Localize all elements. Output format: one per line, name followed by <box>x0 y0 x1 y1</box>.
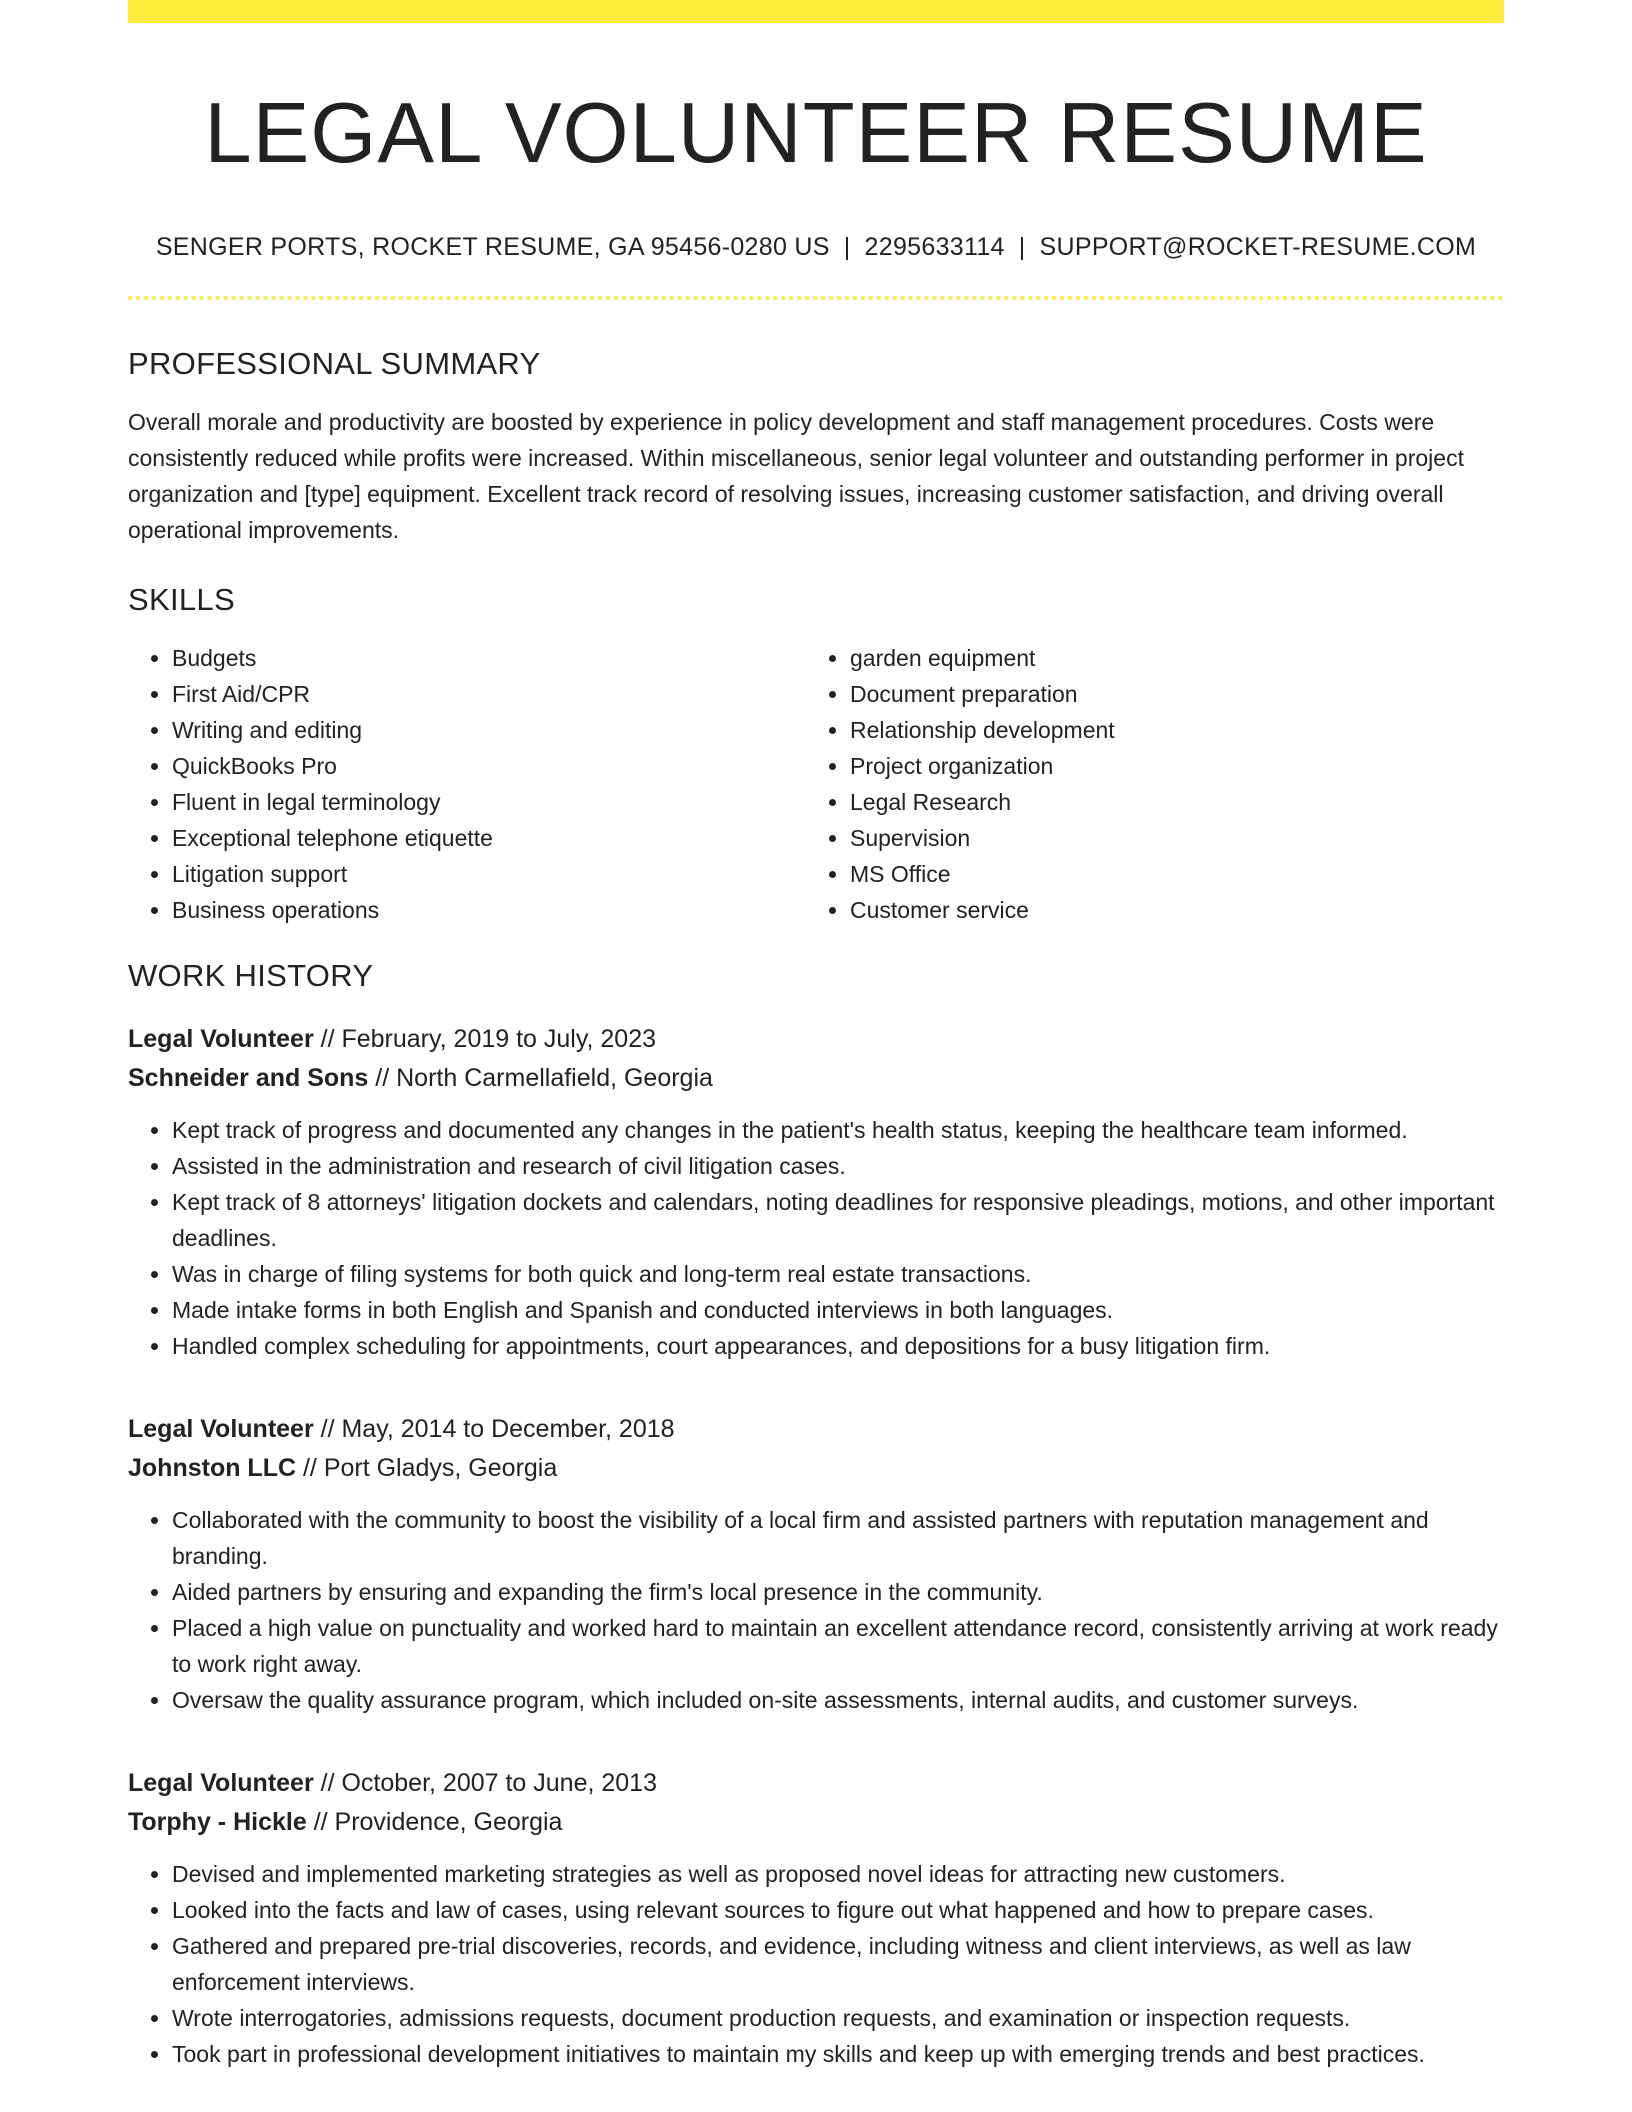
job-bullet: • Devised and implemented marketing strategies as well as proposed novel ideas for attracting new customers. <box>172 1856 1504 1892</box>
job-company-line <box>128 1059 1504 1098</box>
job-bullets <box>128 1112 1504 1364</box>
job-bullet: • Collaborated with the community to boost the visibility of a local firm and assisted partners with reputation management and branding. <box>172 1502 1504 1574</box>
skill-item: • Relationship development <box>850 712 1484 748</box>
job-location: // Port Gladys, Georgia <box>296 1453 558 1482</box>
job-company: Johnston LLC <box>128 1453 297 1482</box>
job-dates: // May, 2014 to December, 2018 <box>313 1414 675 1443</box>
job-bullet: • Took part in professional development initiatives to maintain my skills and keep up with emerging trends and best practices. <box>172 2036 1504 2072</box>
job-bullets <box>128 1502 1504 1718</box>
skill-item: • Project organization <box>850 748 1484 784</box>
job-title: Legal Volunteer <box>128 1024 314 1053</box>
job-bullet: • Placed a high value on punctuality and worked hard to maintain an excellent attendance record, consistently arriving at work ready to work right away. <box>172 1610 1504 1682</box>
skills-column-left <box>128 640 806 928</box>
skill-item: • Customer service <box>850 892 1484 928</box>
job-bullet: • Made intake forms in both English and Spanish and conducted interviews in both languages. <box>172 1292 1504 1328</box>
job-bullet: • Was in charge of filing systems for both quick and long-term real estate transactions. <box>172 1256 1504 1292</box>
job-location: // Providence, Georgia <box>306 1807 563 1836</box>
job-location: // North Carmellafield, Georgia <box>368 1063 713 1092</box>
job-title-line <box>128 1410 1504 1449</box>
job-title: Legal Volunteer <box>128 1768 314 1797</box>
job-bullet: • Kept track of progress and documented any changes in the patient's health status, keeping the healthcare team informed. <box>172 1112 1504 1148</box>
skills-column-right <box>806 640 1484 928</box>
job-title-line <box>128 1020 1504 1059</box>
job-title: Legal Volunteer <box>128 1414 314 1443</box>
job-entry <box>128 1410 1504 1718</box>
resume-page <box>128 0 1504 2072</box>
job-company-line <box>128 1803 1504 1842</box>
job-bullet: • Kept track of 8 attorneys' litigation dockets and calendars, noting deadlines for responsive pleadings, motions, and other important deadlines. <box>172 1184 1504 1256</box>
job-company: Schneider and Sons <box>128 1063 369 1092</box>
skill-item: • Writing and editing <box>172 712 806 748</box>
skill-item: • MS Office <box>850 856 1484 892</box>
skill-item: • Budgets <box>172 640 806 676</box>
summary-text: Overall morale and productivity are boosted by experience in policy development and staff management procedures. Costs were consistently reduced while profits were increased. Within miscellaneous, senior legal volunteer and outstanding performer in project organization and [type] equipment. Excellent track record of resolving issues, increasing customer satisfaction, and driving overall operational improvements. <box>128 408 1464 543</box>
job-bullets <box>128 1856 1504 2072</box>
contact-email[interactable]: SUPPORT@ROCKET-RESUME.COM <box>1039 232 1477 261</box>
skill-item: • garden equipment <box>850 640 1484 676</box>
contact-address: SENGER PORTS, ROCKET RESUME, GA 95456-0280 US <box>155 232 830 261</box>
summary-heading: PROFESSIONAL SUMMARY <box>128 345 541 381</box>
job-bullet: • Handled complex scheduling for appointments, court appearances, and depositions for a busy litigation firm. <box>172 1328 1504 1364</box>
skills-heading: SKILLS <box>128 581 235 617</box>
skill-item: • First Aid/CPR <box>172 676 806 712</box>
job-bullet: • Oversaw the quality assurance program, which included on-site assessments, internal audits, and customer surveys. <box>172 1682 1504 1718</box>
job-entry <box>128 1020 1504 1364</box>
contact-separator: | <box>843 232 851 261</box>
dotted-divider <box>128 296 1504 300</box>
skill-item: • Exceptional telephone etiquette <box>172 820 806 856</box>
job-dates: // February, 2019 to July, 2023 <box>313 1024 657 1053</box>
job-bullet: • Assisted in the administration and research of civil litigation cases. <box>172 1148 1504 1184</box>
skill-item: • Legal Research <box>850 784 1484 820</box>
contact-line <box>128 233 1504 262</box>
skill-item: • Supervision <box>850 820 1484 856</box>
job-company-line <box>128 1449 1504 1488</box>
resume-title: LEGAL VOLUNTEER RESUME <box>204 86 1428 181</box>
skill-item: • Litigation support <box>172 856 806 892</box>
skill-item: • Business operations <box>172 892 806 928</box>
job-title-line <box>128 1764 1504 1803</box>
accent-top-bar <box>128 0 1504 23</box>
skill-item: • Document preparation <box>850 676 1484 712</box>
job-bullet: • Gathered and prepared pre-trial discoveries, records, and evidence, including witness and client interviews, as well as law enforcement interviews. <box>172 1928 1504 2000</box>
skill-item: • Fluent in legal terminology <box>172 784 806 820</box>
job-company: Torphy - Hickle <box>128 1807 307 1836</box>
contact-phone[interactable]: 2295633114 <box>864 232 1005 261</box>
skills-list <box>128 640 1504 928</box>
job-bullet: • Looked into the facts and law of cases, using relevant sources to figure out what happened and how to prepare cases. <box>172 1892 1504 1928</box>
job-bullet: • Aided partners by ensuring and expanding the firm's local presence in the community. <box>172 1574 1504 1610</box>
work-history-heading: WORK HISTORY <box>128 957 374 993</box>
job-bullet: • Wrote interrogatories, admissions requests, document production requests, and examination or inspection requests. <box>172 2000 1504 2036</box>
skill-item: • QuickBooks Pro <box>172 748 806 784</box>
contact-separator: | <box>1018 232 1026 261</box>
job-dates: // October, 2007 to June, 2013 <box>313 1768 657 1797</box>
job-entry <box>128 1764 1504 2072</box>
